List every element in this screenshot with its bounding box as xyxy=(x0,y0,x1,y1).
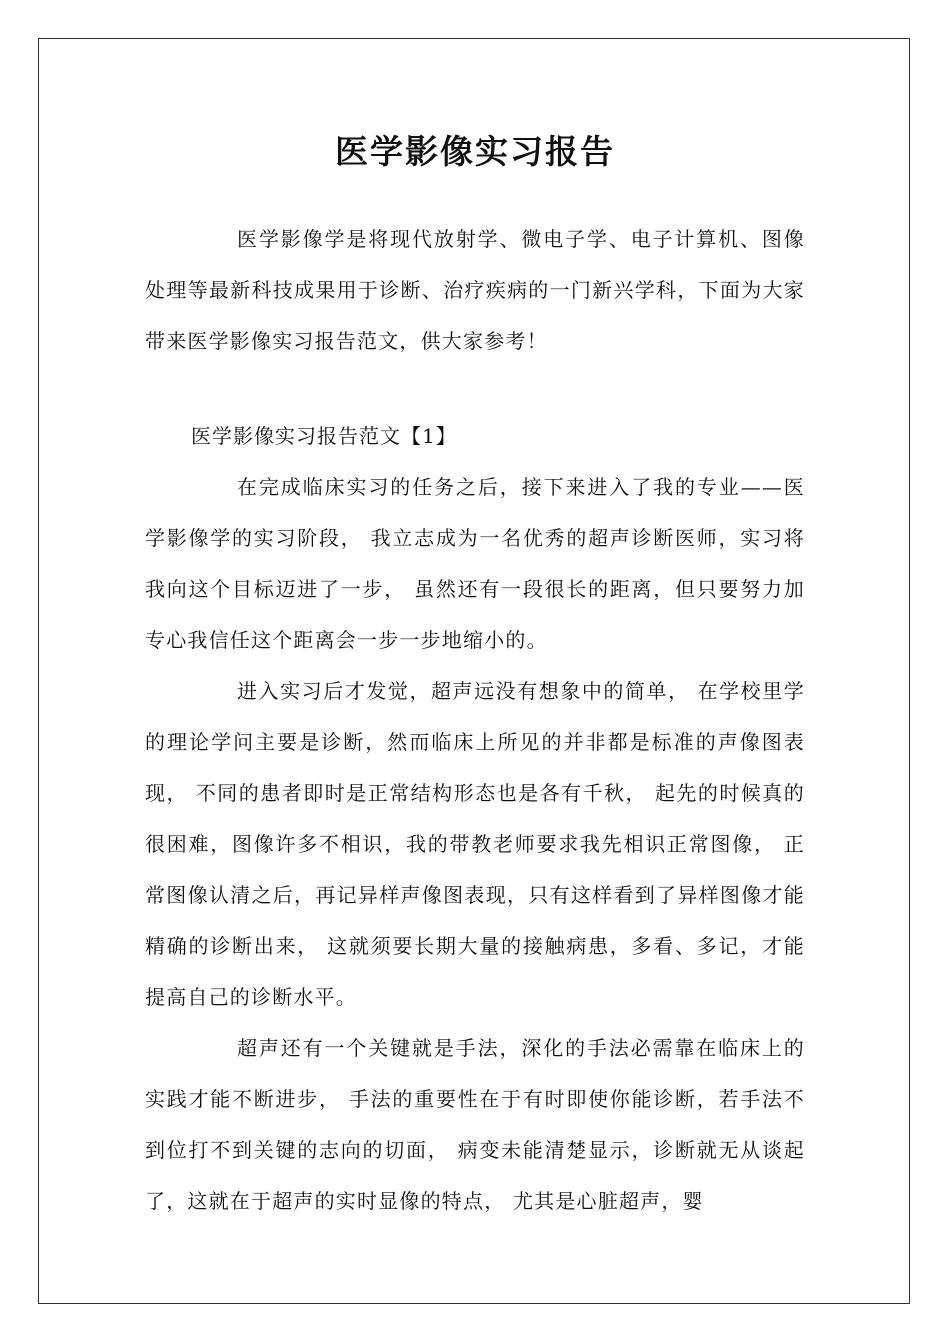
section-heading: 医学影像实习报告范文【1】 xyxy=(191,424,457,448)
body-paragraph-3: 超声还有一个关键就是手法，深化的手法必需靠在临床上的实践才能不断进步， 手法的重要性在于有时即使你能诊断，若手法不到位打不到关键的志向的切面， 病变未能清楚显示，诊断就无从谈起了，这就在于超声的实时显像的特点， 尤其是心脏超声，婴 xyxy=(145,1036,805,1213)
document-body xyxy=(145,120,805,1227)
document-title: 医学影像实习报告 xyxy=(335,132,615,171)
intro-paragraph: 医学影像学是将现代放射学、微电子学、电子计算机、图像处理等最新科技成果用于诊断、治疗疾病的一门新兴学科，下面为大家带来医学影像实习报告范文，供大家参考！ xyxy=(145,227,805,353)
body-paragraph-2: 进入实习后才发觉，超声远没有想象中的简单， 在学校里学的理论学问主要是诊断，然而临床上所见的并非都是标准的声像图表现， 不同的患者即时是正常结构形态也是各有千秋， 起先的时候真的很困难，图像许多不相识，我的带教老师要求我先相识正常图像， 正常图像认清之后，再记异样声像图表现，只有这样看到了异样图像才能精确的诊断出来， 这就须要长期大量的接触病患，多看、多记，才能提高自己的诊断水平。 xyxy=(145,679,805,1009)
body-paragraph-1: 在完成临床实习的任务之后，接下来进入了我的专业——医学影像学的实习阶段， 我立志成为一名优秀的超声诊断医师，实习将我向这个目标迈进了一步， 虽然还有一段很长的距离，但只要努力加专心我信任这个距离会一步一步地缩小的。 xyxy=(145,475,805,652)
